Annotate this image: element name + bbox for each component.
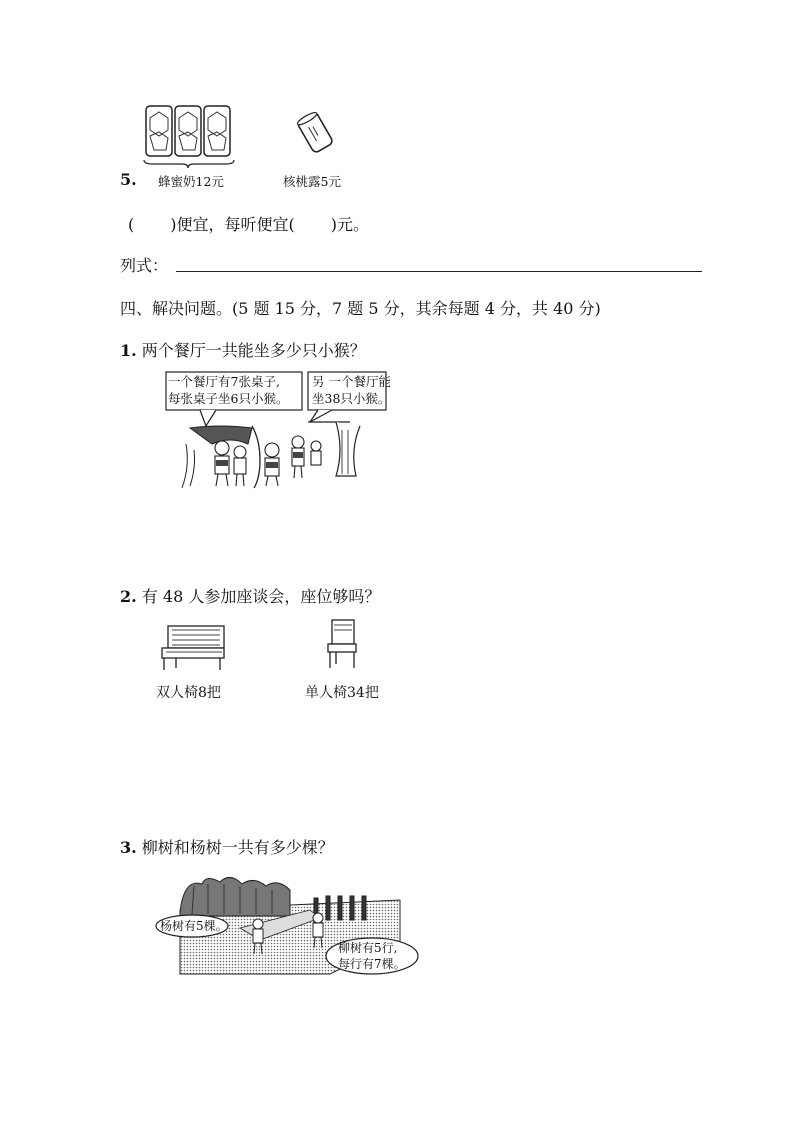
bubble-left-line-2: 每张桌子坐6只小猴。	[168, 391, 289, 406]
single-chair-label: 单人椅34把	[305, 685, 379, 701]
q5-sentence	[128, 212, 369, 235]
bubble-right-line-2: 坐38只小猴。	[312, 391, 391, 406]
bubble-left-line-1: 一个餐厅有7张桌子,	[168, 374, 280, 389]
willow-bubble-line-2: 每行有7棵。	[338, 957, 406, 971]
honey-milk-price-label: 蜂蜜奶12元	[158, 174, 224, 189]
bubble-right-line-1: 另 一个餐厅能	[312, 374, 391, 389]
problem-1-question	[120, 338, 366, 361]
problem-2-number: 2.	[120, 587, 137, 606]
problem-3-question	[120, 835, 334, 858]
problem-1-text: 两个餐厅一共能坐多少只小猴？	[141, 341, 366, 360]
problem-1-number: 1.	[120, 341, 137, 360]
q5-sentence-end: )元。	[330, 215, 369, 234]
q5-sentence-mid: )便宜，每听便宜(	[170, 215, 295, 234]
problem-2-question	[120, 584, 380, 607]
q5-formula-answer-line[interactable]	[176, 271, 702, 272]
problem-2-text: 有 48 人参加座谈会，座位够吗？	[141, 587, 381, 606]
double-bench-label: 双人椅8把	[156, 685, 221, 701]
single-chair-image	[322, 618, 362, 670]
section-4-heading: 四、解决问题。(5 题 15 分，7 题 5 分，其余每题 4 分，共 40 分)	[120, 299, 601, 318]
question-5-number: 5.	[120, 170, 137, 189]
poplar-bubble-text: 杨树有5棵。	[160, 919, 228, 933]
willow-bubble-line-1: 柳树有5行,	[338, 941, 398, 955]
q5-formula-label: 列式：	[120, 256, 169, 275]
walnut-drink-can-image	[296, 110, 336, 154]
problem-3-text: 柳树和杨树一共有多少棵？	[141, 838, 334, 857]
double-bench-image	[158, 622, 228, 672]
honey-milk-cans-image	[142, 104, 242, 174]
problem-3-number: 3.	[120, 838, 137, 857]
q5-sentence-open: (	[128, 215, 135, 234]
walnut-drink-price-label: 核桃露5元	[283, 174, 341, 189]
